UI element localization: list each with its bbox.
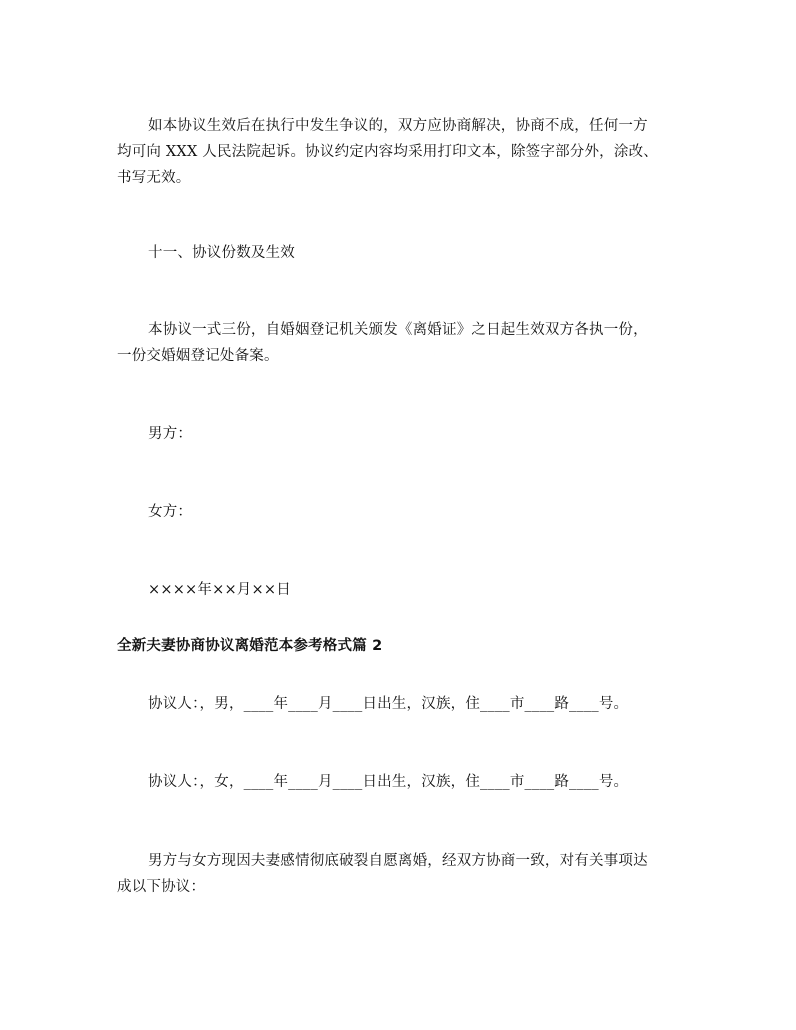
article-2-title: 全新夫妻协商协议离婚范本参考格式篇 2 xyxy=(117,638,383,654)
agreement-intro-line-2: 成以下协议： xyxy=(117,879,206,895)
agreement-intro-line-1: 男方与女方现因夫妻感情彻底破裂自愿离婚，经双方协商一致，对有关事项达 xyxy=(148,853,648,869)
copies-paragraph-line-1: 本协议一式三份，自婚姻登记机关颁发《离婚证》之日起生效双方各执一份， xyxy=(148,322,648,338)
section-heading-copies-and-effect: 十一、协议份数及生效 xyxy=(148,245,295,261)
dispute-paragraph-line-3: 书写无效。 xyxy=(117,170,191,186)
party-2-details: 协议人：，女，____年____月____日出生，汉族，住____市____路____号。 xyxy=(148,774,629,790)
male-party-signature-label: 男方： xyxy=(148,426,193,442)
signing-date-line: ××××年××月××日 xyxy=(148,582,291,598)
copies-paragraph-line-2: 一份交婚姻登记处备案。 xyxy=(117,348,279,364)
dispute-paragraph-line-2: 均可向 XXX 人民法院起诉。协议约定内容均采用打印文本，除签字部分外，涂改、 xyxy=(117,144,658,160)
dispute-paragraph-line-1: 如本协议生效后在执行中发生争议的，双方应协商解决，协商不成，任何一方 xyxy=(148,118,648,134)
female-party-signature-label: 女方： xyxy=(148,504,193,520)
party-1-details: 协议人：，男，____年____月____日出生，汉族，住____市____路____号。 xyxy=(148,696,629,712)
